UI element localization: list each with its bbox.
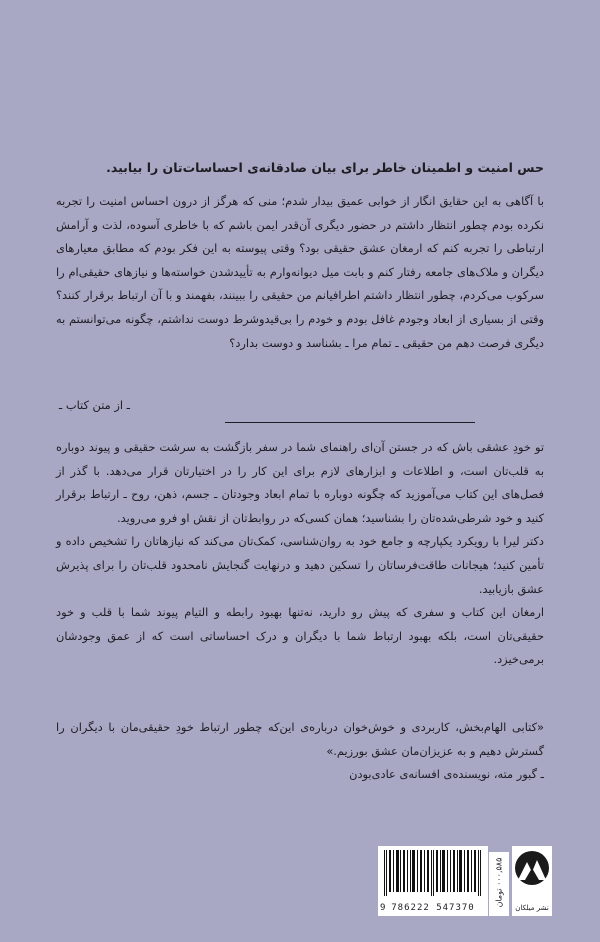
barcode-lead-digit: 9 (380, 903, 386, 913)
divider-line (225, 422, 475, 423)
publisher-logo (512, 846, 552, 916)
endorsement (56, 716, 544, 763)
barcode-digits: 786222 547370 (391, 903, 475, 913)
book-excerpt (56, 190, 544, 355)
description-para-2: دکتر لیرا با رویکرد یکپارچه و جامع خود به روان‌شناسی، کمک‌تان می‌کند که نیازهاتان را تشخیص داده و تأمین کنید؛ هیجانات طاقت‌فرسا‌تان را تسکین دهید و درنهایت گنجایش نامحدود قلب‌تان را برای پذیرش عشق بازیابید. (56, 534, 544, 596)
publisher-name: نشر میلکان (515, 904, 549, 912)
excerpt-text: با آگاهی به این حقایق انگار از خوابی عمیق بیدار شدم؛ منی که هرگز از درون احساس امنیت را تجربه نکرده بودم چطور انتظار داشتم در حضور دیگری آن‌قدر ایمن باشم که با خاطری آسوده، لذت و آرامش ارتباطی را تجربه کنم که ارمغان عشق حقیقی بود؟ وقتی پیوسته به این فکر بودم که مطابق معیارهای دیگران و ملاک‌های جامعه رفتار کنم و بابت میل دیوانه‌وارم به تأییدشدن خواسته‌ها و نیازهای حقیقی‌ام را سرکوب می‌کردم، چطور انتظار داشتم اطرافیانم من حقیقی را ببینند، بفهمند و با آن ارتباط برقرار کنند؟ وقتی از بسیاری از ابعاد وجودم غافل بودم و خودم را بی‌قیدوشرط دوست نداشتم، چگونه می‌توانستم به دیگری فرصت دهم من حقیقی ـ تمام مرا ـ بشناسد و دوست بدارد؟ (56, 194, 544, 350)
barcode-bars (384, 850, 482, 896)
mountain-icon (512, 846, 552, 898)
price-label (489, 852, 509, 916)
cover-heading: حس امنیت و اطمینان خاطر برای بیان صادقانه‌ی احساسات‌تان را بیابید. (106, 160, 544, 175)
description (56, 436, 544, 672)
description-para-1: تو خودِ عشقی باش که در جستن آن‌ای راهنمای شما در سفر بازگشت به سرشت حقیقی و پیوند دوباره به قلب‌تان است، و اطلاعات و ابزارهای لازم برای این کار را در اختیارتان قرار می‌دهد. با گذر از فصل‌های این کتاب می‌آموزید که چگونه دوباره با تمام ابعاد وجودتان ـ جسم، ذهن، روح ـ ارتباط برقرار کنید و خود شرطی‌شده‌تان را بشناسید؛ همان کسی‌که در روابط‌تان از نقش او فرو می‌روید. (56, 440, 544, 525)
description-para-3: ارمغان این کتاب و سفری که پیش رو دارید، نه‌تنها بهبود رابطه و التیام پیوند شما با قلب و خود حقیقی‌تان است، بلکه بهبود ارتباط شما با دیگران و درک احساساتی است که از عمق وجودشان برمی‌خیزد. (56, 605, 544, 667)
endorsement-author: ـ گبور مته، نویسنده‌ی افسانه‌ی عادی‌بودن (349, 767, 544, 781)
price-text: ۰۰۰,۵۸۵ تومان (494, 857, 504, 908)
excerpt-source: ـ از متن کتاب ـ (58, 398, 130, 412)
isbn-barcode (378, 846, 488, 916)
endorsement-quote: «کتابی الهام‌بخش، کاربردی و خوش‌خوان درباره‌ی این‌که چطور ارتباط خودِ حقیقی‌مان با دیگران را گسترش دهیم و به عزیزان‌مان عشق بورزیم.» (56, 720, 544, 758)
